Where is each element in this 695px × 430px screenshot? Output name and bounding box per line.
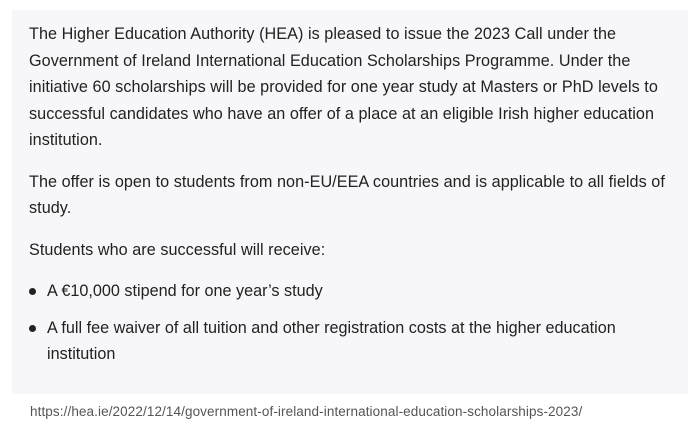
bullet-icon (29, 288, 36, 295)
bullet-icon (29, 325, 36, 332)
benefits-intro-paragraph: Students who are successful will receive: (29, 240, 326, 259)
list-item-fee-waiver (29, 315, 672, 368)
bullet-text: A full fee waiver of all tuition and other registration costs at the higher education institution (47, 318, 616, 363)
eligibility-paragraph: The offer is open to students from non-EU/EEA countries and is applicable to all fields of study. (29, 172, 665, 217)
intro-paragraph: The Higher Education Authority (HEA) is pleased to issue the 2023 Call under the Government of Ireland International Education Scholarships Programme. Under the initiative 60 scholarships will be provided for one year study at Masters or PhD levels to successful candidates who have an offer of a place at an eligible Irish higher education institution. (29, 25, 658, 149)
source-url-caption: https://hea.ie/2022/12/14/government-of-ireland-international-education-scholarships-2023/ (30, 404, 583, 419)
bullet-text: A €10,000 stipend for one year’s study (47, 282, 323, 300)
benefits-list (29, 278, 672, 368)
list-item-stipend (29, 278, 672, 305)
article-excerpt (12, 10, 688, 394)
